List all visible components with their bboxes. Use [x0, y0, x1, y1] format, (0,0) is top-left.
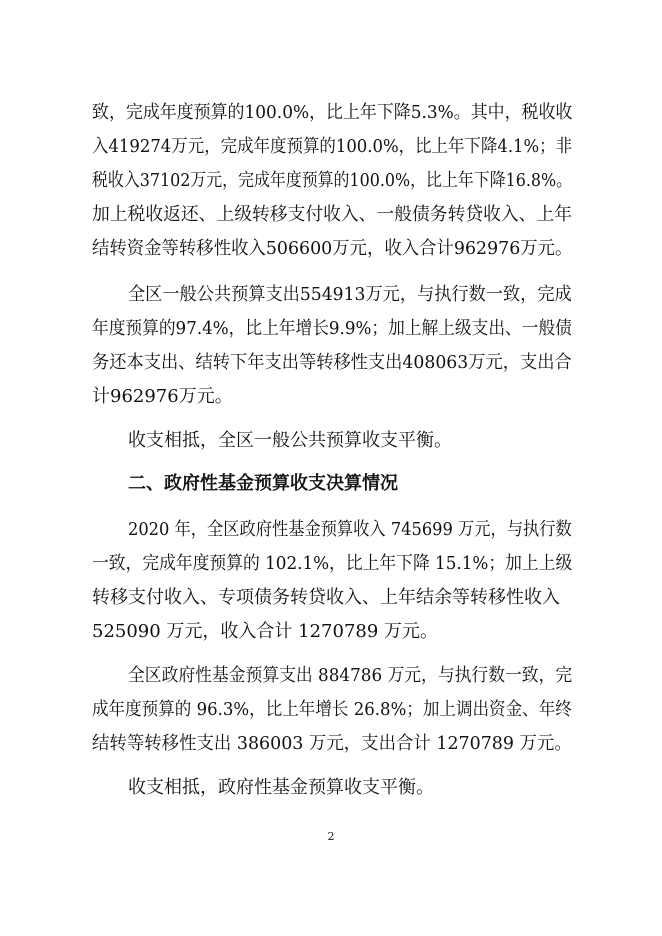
- text-line: 结转资金等转移性收入506600万元，收入合计962976万元。: [92, 238, 573, 259]
- text-line: 成年度预算的 96.3%，比上年增长 26.8%；加上调出资金、年终: [92, 699, 572, 720]
- text-line: 年度预算的97.4%，比上年增长9.9%；加上解上级支出、一般债: [92, 318, 572, 339]
- text-line: 525090 万元，收入合计 1270789 万元。: [92, 621, 439, 642]
- text-line: 结转等转移性支出 386003 万元，支出合计 1270789 万元。: [92, 733, 572, 754]
- text-line: 一致，完成年度预算的 102.1%，比上年下降 15.1%；加上上级: [92, 553, 573, 574]
- text-line: 加上税收返还、上级转移支付收入、一般债务转贷收入、上年: [92, 204, 573, 225]
- text-line: 全区政府性基金预算支出 884786 万元，与执行数一致，完: [128, 665, 573, 686]
- page-number: 2: [327, 830, 335, 843]
- paragraph-fund-budget-balance: 收支相抵，政府性基金预算收支平衡。: [128, 777, 434, 798]
- text-line: 全区一般公共预算支出554913万元，与执行数一致，完成: [128, 284, 572, 305]
- text-line: 务还本支出、结转下年支出等转移性支出408063万元，支出合: [92, 352, 572, 373]
- text-line: 转移支付收入、专项债务转贷收入、上年结余等转移性收入: [92, 587, 560, 608]
- paragraph-general-budget-balance: 收支相抵，全区一般公共预算收支平衡。: [128, 430, 452, 451]
- text-line: 计962976万元。: [92, 386, 233, 407]
- text-line: 致，完成年度预算的100.0%，比上年下降5.3%。其中，税收收: [92, 102, 573, 123]
- section-heading: 二、政府性基金预算收支决算情况: [128, 473, 398, 494]
- text-line: 入419274万元，完成年度预算的100.0%，比上年下降4.1%；非: [92, 136, 573, 157]
- text-line: 2020 年，全区政府性基金预算收入 745699 万元，与执行数: [128, 519, 572, 540]
- text-line: 税收入37102万元，完成年度预算的100.0%，比上年下降16.8%。: [92, 170, 573, 191]
